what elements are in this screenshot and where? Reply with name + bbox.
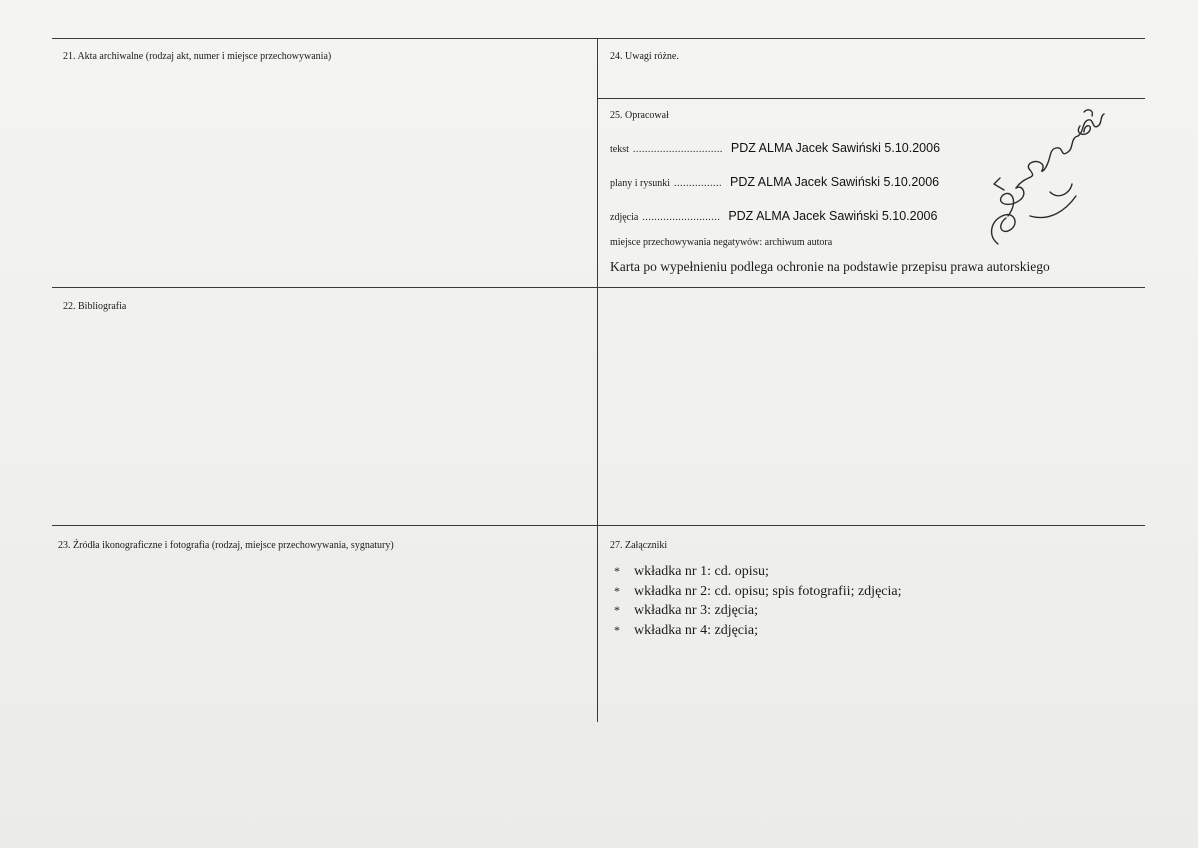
row-key: zdjęcia — [610, 212, 639, 223]
row-key: plany i rysunki — [610, 178, 670, 189]
attachment-text: wkładka nr 2: cd. opisu; spis fotografii; zdjęcia; — [634, 583, 902, 599]
row-value: PDZ ALMA Jacek Sawiński 5.10.2006 — [730, 175, 940, 189]
bullet-star: * — [614, 583, 620, 598]
rule-24-25 — [598, 98, 1145, 99]
list-item — [614, 562, 902, 582]
center-divider — [597, 38, 598, 722]
section-22-label: 22. Bibliografia — [63, 301, 127, 312]
negatives-note: miejsce przechowywania negatywów: archiwum autora — [610, 237, 833, 248]
section-27-label: 27. Załączniki — [610, 540, 668, 551]
attachment-text: wkładka nr 3: zdjęcia; — [634, 603, 759, 618]
row-value: PDZ ALMA Jacek Sawiński 5.10.2006 — [730, 141, 941, 155]
opracowal-row-plany — [610, 175, 939, 189]
list-item — [614, 601, 902, 621]
section-24-label: 24. Uwagi różne. — [610, 51, 679, 62]
row-key: tekst — [610, 144, 629, 155]
section-23-label: 23. Źródła ikonograficzne i fotografia (rodzaj, miejsce przechowywania, sygnatury) — [58, 540, 394, 551]
bullet-star: * — [614, 622, 620, 637]
section-25-label: 25. Opracował — [610, 110, 669, 121]
handwritten-signature — [980, 104, 1110, 254]
top-rule — [52, 38, 1145, 39]
attachment-text: wkładka nr 4: zdjęcia; — [634, 622, 759, 638]
row-dots: ................ — [674, 178, 722, 189]
bullet-star: * — [614, 603, 620, 617]
list-item — [614, 621, 902, 641]
rule-row2-row3 — [52, 525, 1145, 526]
bullet-star: * — [614, 564, 620, 578]
row-value: PDZ ALMA Jacek Sawiński 5.10.2006 — [728, 209, 938, 223]
opracowal-row-zdjecia — [610, 209, 937, 223]
copyright-note: Karta po wypełnieniu podlega ochronie na podstawie przepisu prawa autorskiego — [610, 259, 1050, 274]
row-dots: .............................. — [632, 144, 723, 155]
attachment-text: wkładka nr 1: cd. opisu; — [634, 564, 769, 579]
list-item — [614, 582, 902, 602]
opracowal-row-tekst — [610, 141, 940, 155]
section-21-label: 21. Akta archiwalne (rodzaj akt, numer i miejsce przechowywania) — [63, 51, 332, 62]
attachments-list — [614, 562, 902, 640]
rule-row1-row2 — [52, 287, 1145, 288]
row-dots: .......................... — [642, 212, 721, 223]
